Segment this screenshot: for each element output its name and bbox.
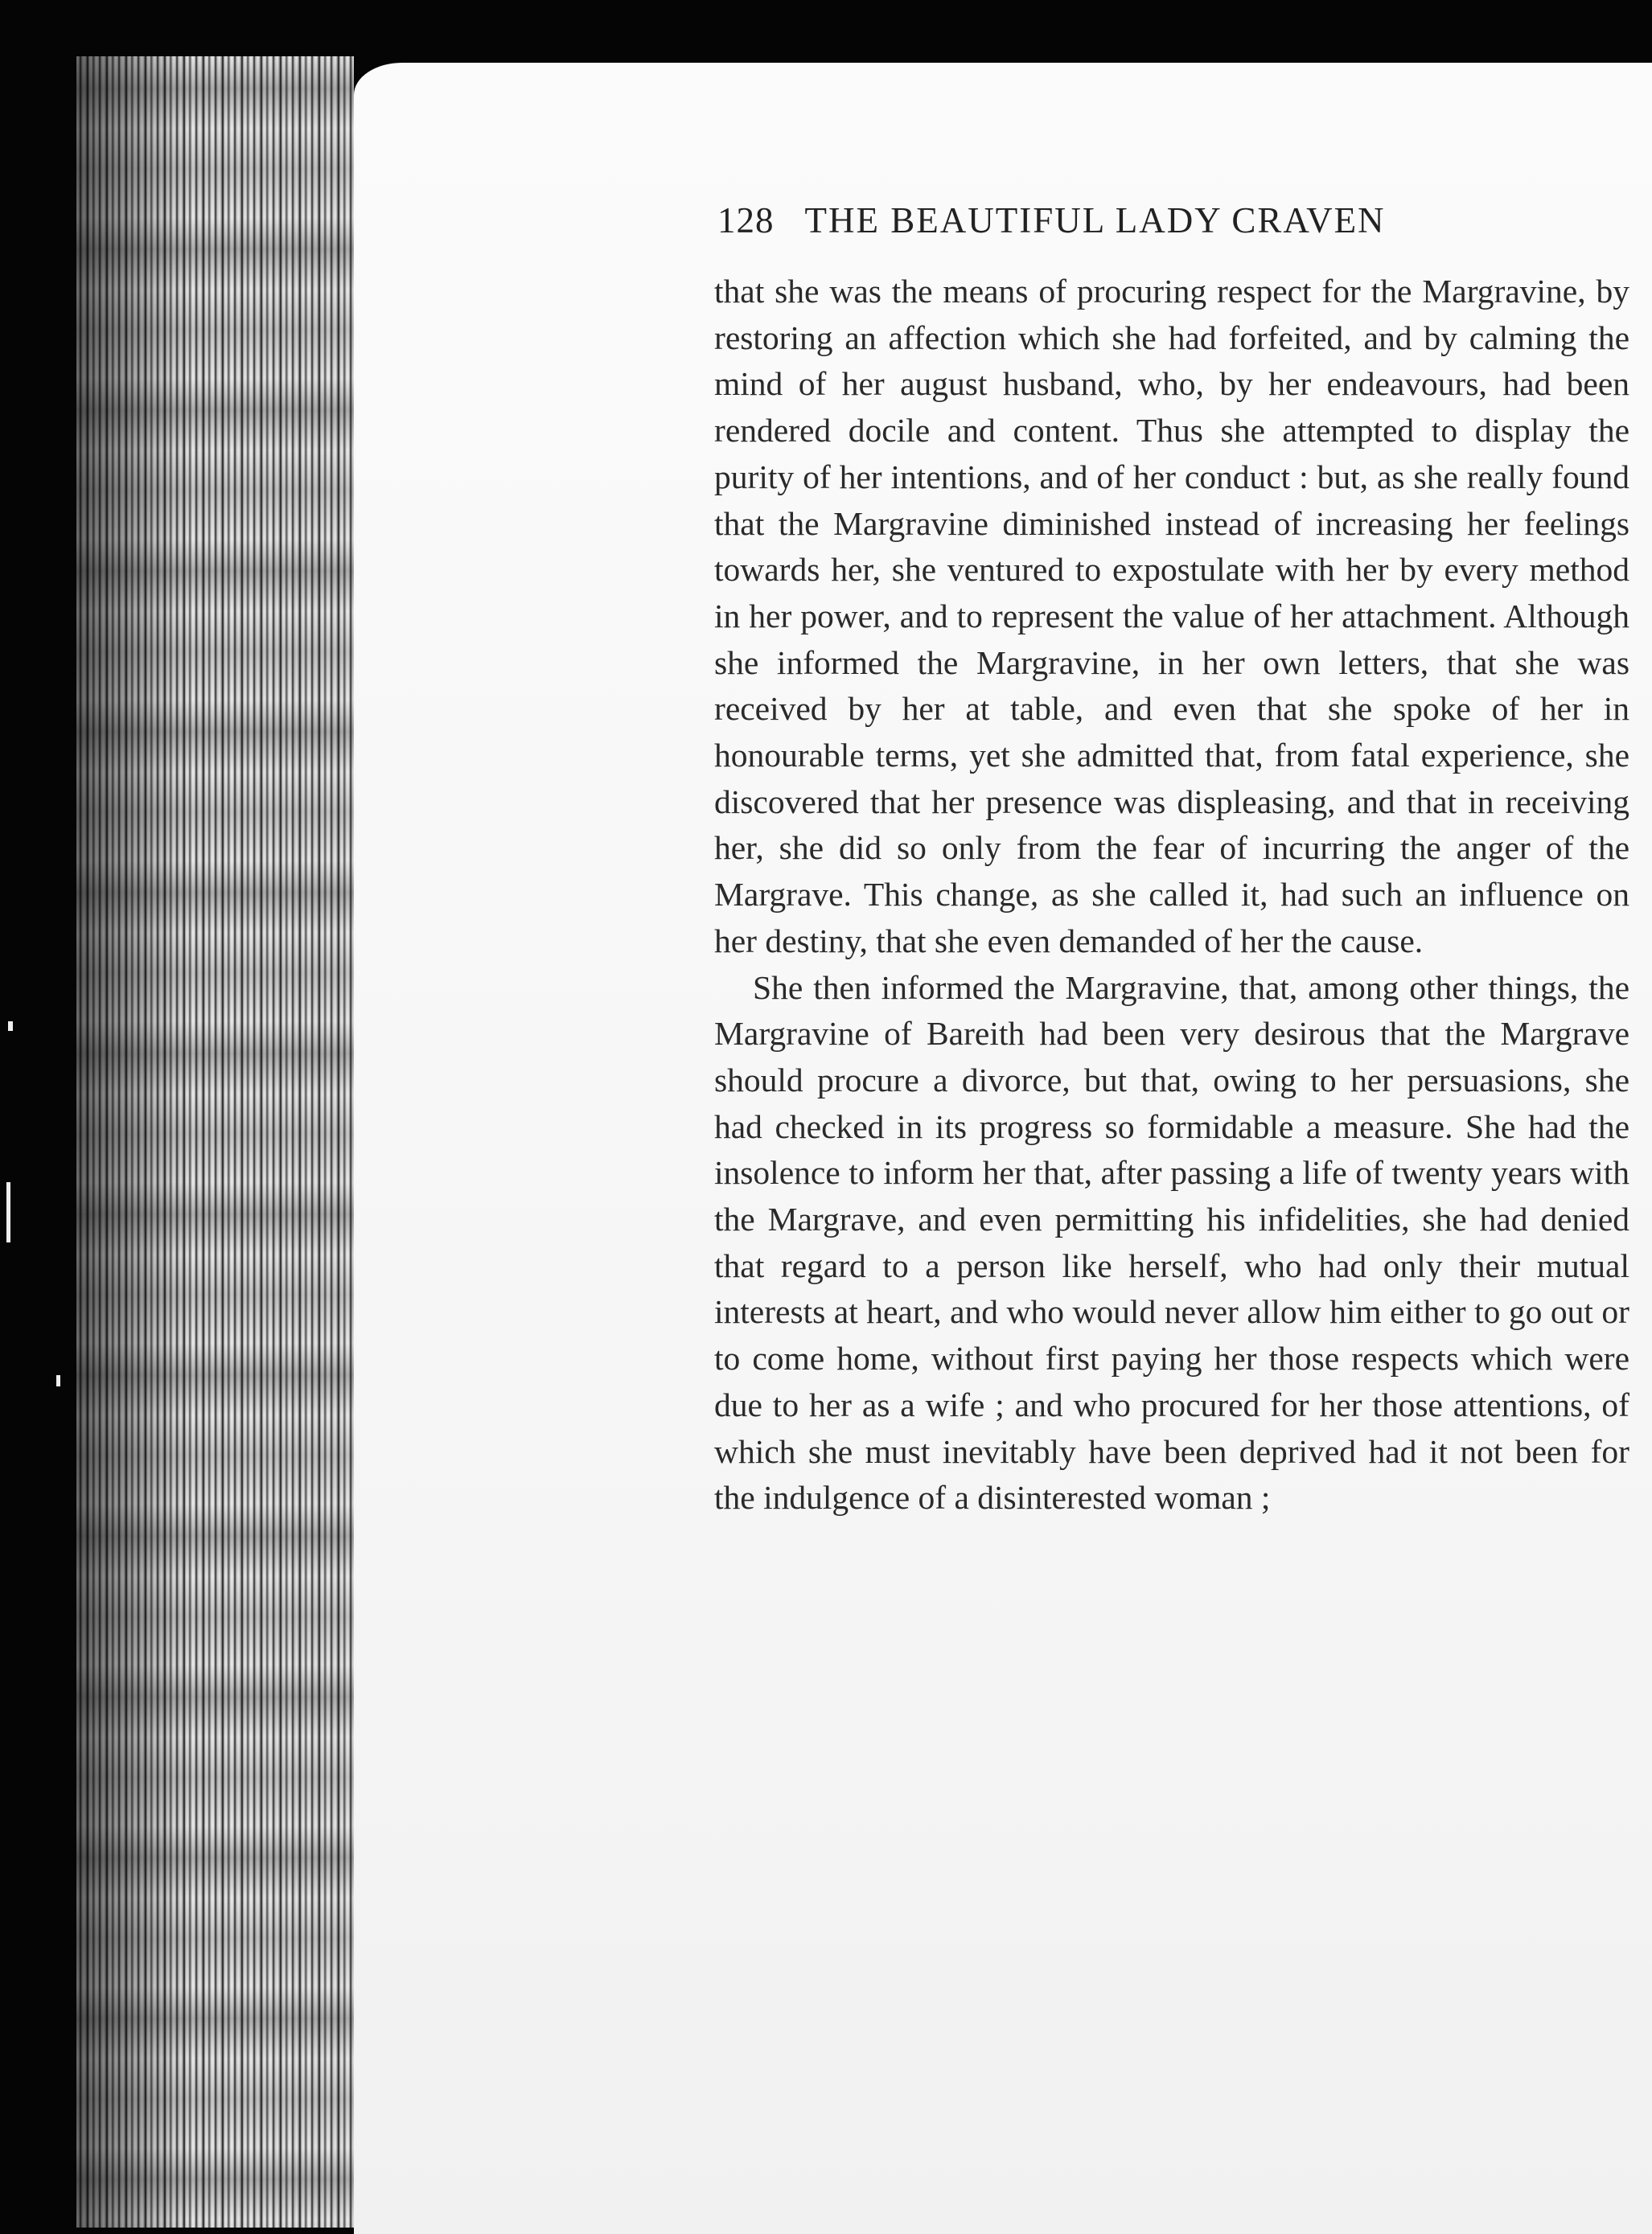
running-title: THE BEAUTIFUL LADY CRAVEN <box>804 200 1386 240</box>
running-header <box>717 199 1522 248</box>
margin-mark <box>6 1182 10 1242</box>
margin-speck <box>8 1021 13 1031</box>
margin-speck <box>56 1375 60 1386</box>
fore-edge-shadow <box>76 56 189 2228</box>
page-number: 128 <box>717 200 775 240</box>
paragraph-1: that she was the means of procuring respect for the Margravine, by restoring an affection which she had forfeited, and by calming the mind of her august husband, who, by her endeavours, had been rendered docile and content. Thus she attempted to display the purity of her intentions, and of her conduct : but, as she really found that the Margravine diminished instead of increasing her feelings towards her, she ventured to expostulate with her by every method in her power, and to represent the value of her attachment. Although she informed the Margravine, in her own letters, that she was received by her at table, and even that she spoke of her in honourable terms, yet she admitted that, from fatal experience, she discovered that her presence was displeasing, and that in receiving her, she did so only from the fear of incurring the anger of the Margrave. This change, as she called it, had such an influence on her destiny, that she even demanded of her the cause. <box>714 273 1629 959</box>
page-body-text <box>714 269 1629 1522</box>
paragraph-2: She then informed the Margravine, that, among other things, the Margravine of Bareith had been very desirous that the Margrave should procure a divorce, but that, owing to her persuasions, she had checked in its progress so formidable a measure. She had the insolence to inform her that, after passing a life of twenty years with the Margrave, and even permitting his infidelities, she had denied that regard to a person like herself, who had only their mutual interests at heart, and who would never allow him either to go out or to come home, without first paying her those respects which were due to her as a wife ; and who procured for her those attentions, of which she must inevitably have been deprived had it not been for the indulgence of a disinterested woman ; <box>714 968 1629 1517</box>
